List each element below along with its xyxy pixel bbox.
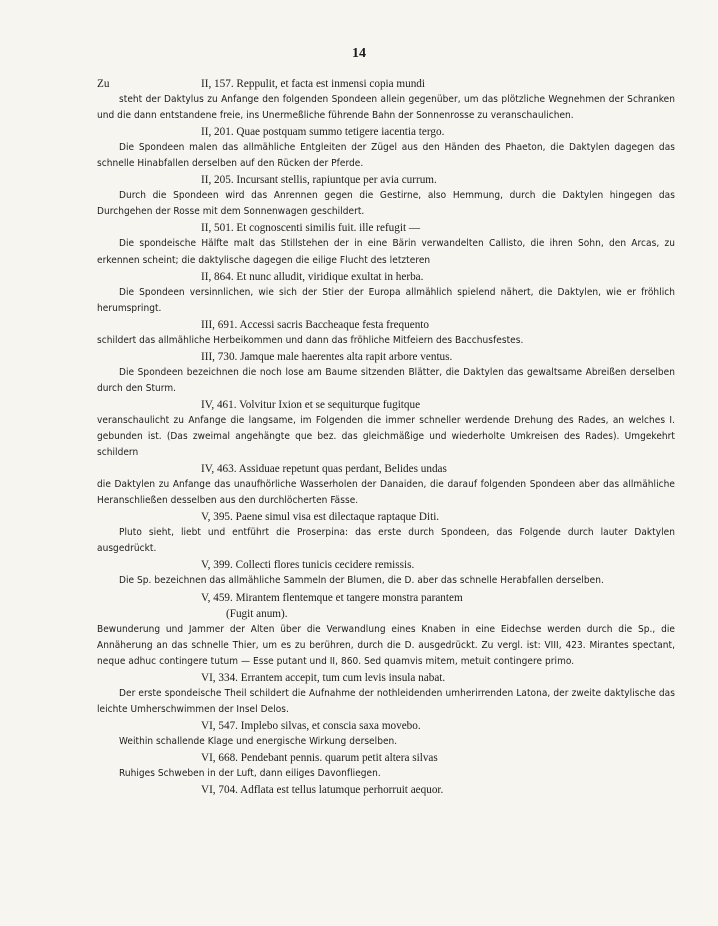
latin-verse: IV, 463. Assiduae repetunt quas perdant, Belides undas [201,463,447,476]
latin-verse [97,76,675,92]
verse-text: II, 157. Reppulit, et facta est inmensi copia mundi [201,78,426,90]
latin-verse: III, 691. Accessi sacris Baccheaque festa frequento [201,318,429,331]
latin-verse: V, 399. Collecti flores tunicis cecidere remissis. [201,559,415,572]
latin-verse: VI, 704. Adflata est tellus latumque perhorruit aequor. [201,784,444,797]
commentary-paragraph: Weithin schallende Klage und energische Wirkung derselben. [119,735,398,747]
latin-verse: VI, 668. Pendebant pennis. quarum petit altera silvas [201,751,438,764]
commentary-paragraph: Die Spondeen versinnlichen, wie sich der Stier der Europa allmählich spielend nähert, die Daktylen, wie er fröhlich herumspringt. [97,286,675,314]
lead-word: Zu [97,78,110,90]
commentary-paragraph: Die Sp. bezeichnen das allmähliche Sammeln der Blumen, die D. aber das schnelle Herabfallen derselben. [119,575,604,587]
latin-verse: VI, 334. Errantem accepit, tum cum levis insula nabat. [201,671,446,684]
commentary-paragraph: die Daktylen zu Anfange das unaufhörliche Wasserholen der Danaiden, die darauf folgenden Spondeen aber das allmähliche Heranschließen desselben aus den durchlöcherten Fässe. [97,479,675,507]
latin-verse: II, 864. Et nunc alludit, viridique exultat in herba. [201,270,424,283]
page-number: 14 [352,46,366,61]
latin-verse: IV, 461. Volvitur Ixion et se sequiturque fugitque [201,398,421,411]
latin-verse: II, 201. Quae postquam summo tetigere iacentia tergo. [201,126,445,139]
latin-verse: V, 459. Mirantem flentemque et tangere monstra parantem [201,591,463,604]
body-text [97,76,675,798]
latin-verse: III, 730. Jamque male haerentes alta rapit arbore ventus. [201,350,453,363]
commentary-paragraph: steht der Daktylus zu Anfange den folgenden Spondeen allein gegenüber, um das plötzliche Wegnehmen der Schranken und die dann entstandene freie, ins Unermeßliche führende Bahn der Sonnenrosse zu veranschaulichen. [97,94,675,122]
latin-verse: VI, 547. Implebo silvas, et conscia saxa movebo. [201,719,421,732]
latin-verse: II, 205. Incursant stellis, rapiuntque per avia currum. [201,174,437,187]
commentary-paragraph: Die spondeische Hälfte malt das Stillstehen der in eine Bärin verwandelten Callisto, die ihren Sohn, den Arcas, zu erkennen scheint; die daktylische dagegen die eilige Flucht des letzteren [97,238,675,266]
latin-verse: (Fugit anum). [226,607,288,620]
latin-verse: II, 501. Et cognoscenti similis fuit. ille refugit — [201,222,421,235]
commentary-paragraph: schildert das allmähliche Herbeikommen und dann das fröhliche Mitfeiern des Bacchusfestes. [97,334,524,346]
commentary-paragraph: Durch die Spondeen wird das Anrennen gegen die Gestirne, also Hemmung, durch die Daktylen hingegen das Durchgehen der Rosse mit dem Sonnenwagen geschildert. [97,190,675,218]
commentary-paragraph: Pluto sieht, liebt und entführt die Proserpina: das erste durch Spondeen, das Folgende durch lauter Daktylen ausgedrückt. [97,527,675,555]
commentary-paragraph: Bewunderung und Jammer der Alten über die Verwandlung eines Knaben in eine Eidechse werden durch die Sp., die Annäherung an das schnelle Thier, um es zu berühren, durch die D. ausgedrückt. Zu vergl. ist: VIII, 423. Mirantes spectant, neque adhuc contingere tutum — Esse putant und II, 860. Sed quamvis mitem, metuit contingere primo. [97,623,675,667]
commentary-paragraph: Der erste spondeische Theil schildert die Aufnahme der nothleidenden umherirrenden Latona, der zweite daktylische das leichte Umherschwimmen der Insel Delos. [97,687,675,715]
commentary-paragraph: Ruhiges Schweben in der Luft, dann eiliges Davonfliegen. [119,768,381,780]
commentary-paragraph: Die Spondeen malen das allmähliche Entgleiten der Zügel aus den Händen des Phaeton, die Daktylen dagegen das schnelle Hinabfallen derselben auf den Rücken der Pferde. [97,142,675,170]
commentary-paragraph: veranschaulicht zu Anfange die langsame, im Folgenden die immer schneller werdende Drehung des Rades, an welches I. gebunden ist. (Das zweimal angehängte que bez. das gleichmäßige und wiederholte Umkreisen des Rades). Umgekehrt schildern [97,414,675,459]
latin-verse: V, 395. Paene simul visa est dilectaque raptaque Diti. [201,511,440,524]
commentary-paragraph: Die Spondeen bezeichnen die noch lose am Baume sitzenden Blätter, die Daktylen das gewaltsame Abreißen derselben durch den Sturm. [97,366,675,394]
